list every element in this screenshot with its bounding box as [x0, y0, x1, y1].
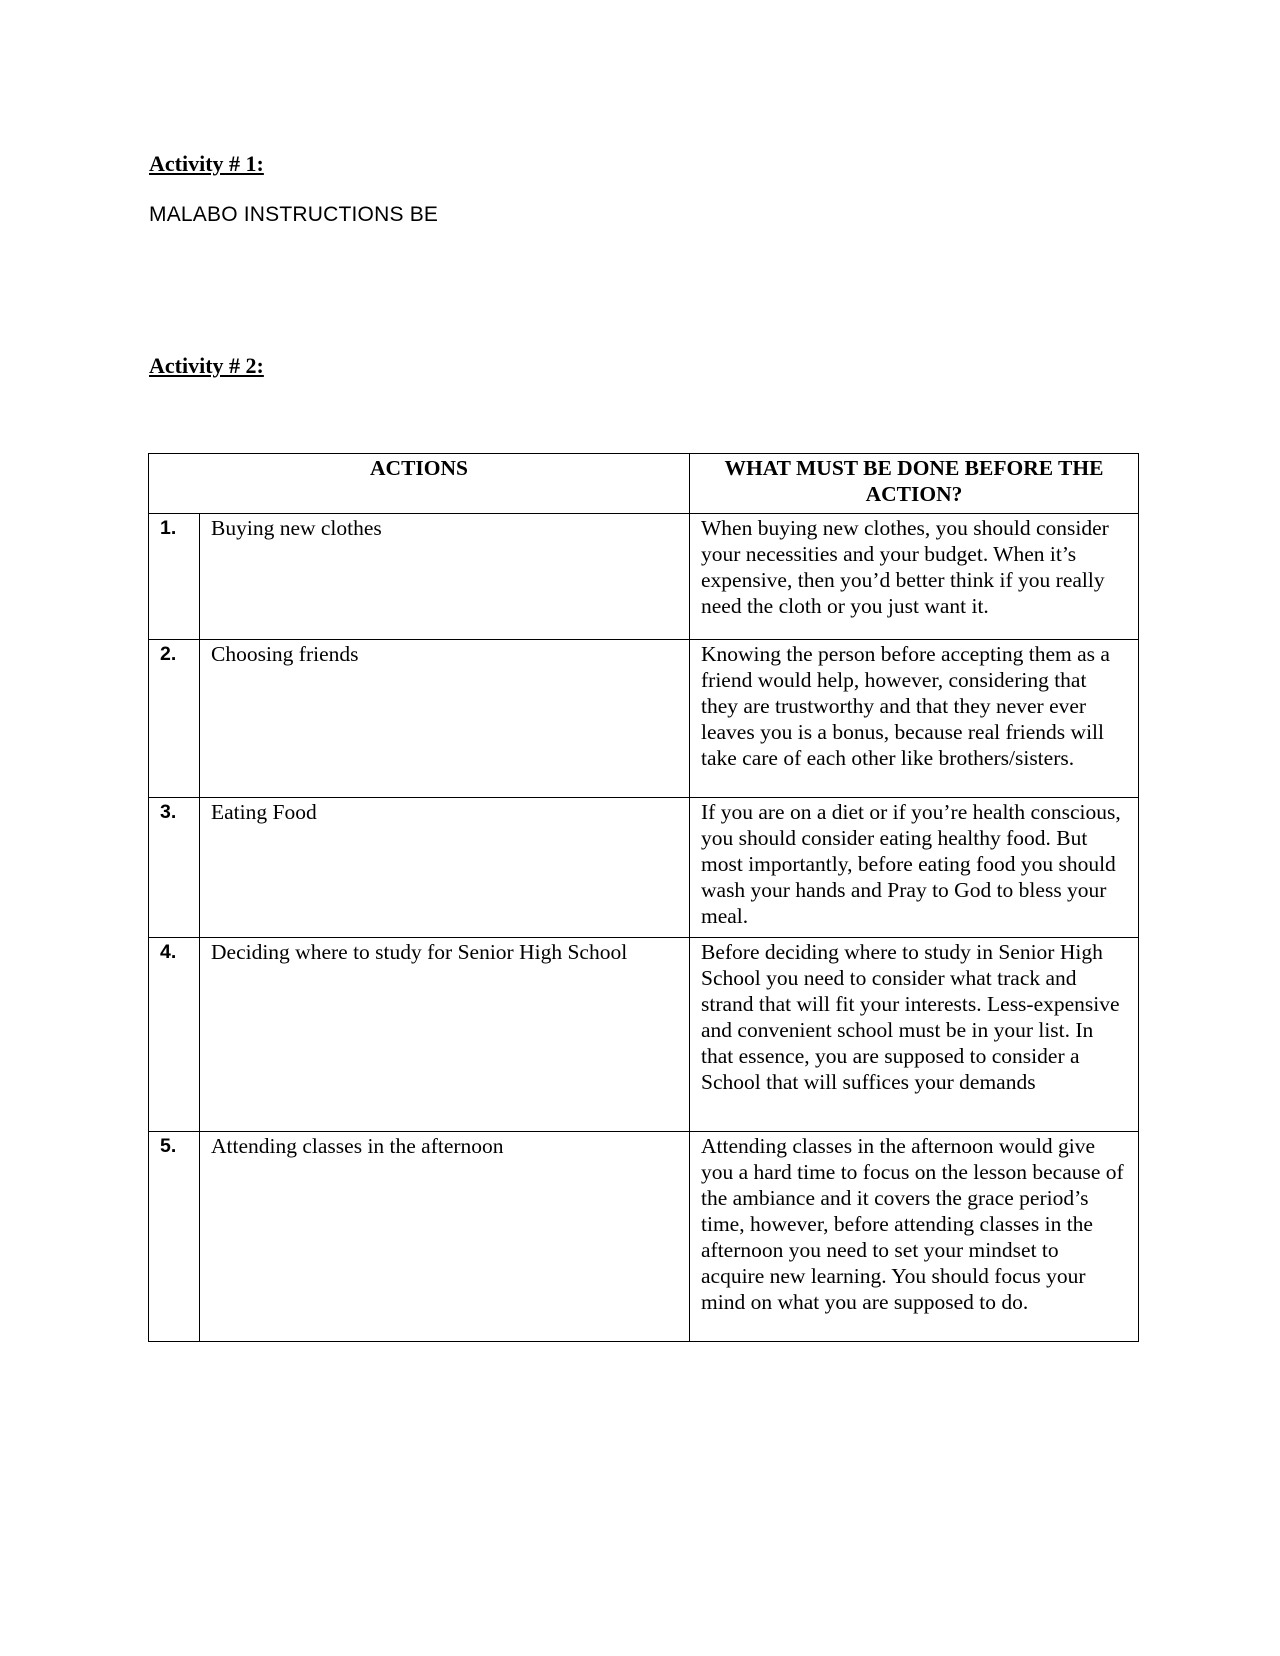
table-row	[149, 798, 1139, 938]
actions-table	[148, 453, 1139, 1342]
row-number: 3.	[149, 798, 200, 938]
row-number: 5.	[149, 1132, 200, 1342]
activity-1-text: MALABO INSTRUCTIONS BE	[149, 203, 439, 226]
header-actions: ACTIONS	[149, 454, 690, 514]
row-action: Buying new clothes	[200, 514, 690, 640]
row-what: If you are on a diet or if you’re health conscious, you should consider eating healthy food. But most importantly, before eating food you should wash your hands and Pray to God to bless your meal.	[690, 798, 1139, 938]
row-action: Choosing friends	[200, 640, 690, 798]
table-row	[149, 640, 1139, 798]
table-row	[149, 938, 1139, 1132]
row-number: 1.	[149, 514, 200, 640]
row-number: 4.	[149, 938, 200, 1132]
row-action: Eating Food	[200, 798, 690, 938]
row-action: Deciding where to study for Senior High School	[200, 938, 690, 1132]
table-header-row	[149, 454, 1139, 514]
table-row	[149, 514, 1139, 640]
row-number: 2.	[149, 640, 200, 798]
row-what: Before deciding where to study in Senior High School you need to consider what track and strand that will fit your interests. Less-expensive and convenient school must be in your list. In that essence, you are supposed to consider a School that will suffices your demands	[690, 938, 1139, 1132]
row-what: Knowing the person before accepting them as a friend would help, however, considering that they are trustworthy and that they never ever leaves you is a bonus, because real friends will take care of each other like brothers/sisters.	[690, 640, 1139, 798]
header-what-must-be-done: WHAT MUST BE DONE BEFORE THE ACTION?	[690, 454, 1139, 514]
row-action: Attending classes in the afternoon	[200, 1132, 690, 1342]
row-what: Attending classes in the afternoon would give you a hard time to focus on the lesson because of the ambiance and it covers the grace period’s time, however, before attending classes in the afternoon you need to set your mindset to acquire new learning. You should focus your mind on what you are supposed to do.	[690, 1132, 1139, 1342]
activity-2-heading: Activity # 2:	[149, 353, 264, 378]
row-what: When buying new clothes, you should consider your necessities and your budget. When it’s expensive, then you’d better think if you really need the cloth or you just want it.	[690, 514, 1139, 640]
table-row	[149, 1132, 1139, 1342]
activity-1-heading: Activity # 1:	[149, 151, 264, 176]
